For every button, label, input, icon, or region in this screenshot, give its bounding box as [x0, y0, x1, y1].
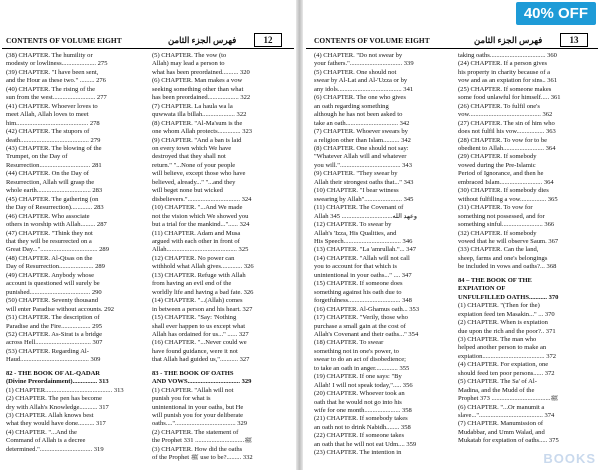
- toc-entry-line: (21) CHAPTER. If somebody takes: [314, 415, 408, 423]
- toc-entry-line: helped another person to make an: [458, 344, 547, 352]
- toc-entry-line: (2) CHAPTER. The pen has become: [6, 395, 102, 403]
- toc-entry-line: something sinful......................... 366: [458, 221, 555, 229]
- toc-entry-line: withhold what Allah gives............. 326: [152, 263, 254, 271]
- toc-entry-line: (2) CHAPTER. The statement of: [152, 428, 239, 436]
- toc-entry-line: (9) CHAPTER. "They swear by: [314, 170, 398, 178]
- toc-entry-line: due upon the rich and the poor?.. 371: [458, 327, 556, 335]
- toc-entry-line: punished..................................... 290: [6, 288, 102, 296]
- toc-entry-line: you will."..................................... 343: [314, 161, 412, 169]
- toc-entry-line: not the vision which We showed you: [152, 212, 249, 220]
- toc-entry-line: worldly life and having a bad fate. 326: [152, 288, 254, 296]
- toc-entry-line: vowed during the Pre-Islamic: [458, 161, 536, 169]
- right-page: [306, 0, 598, 470]
- toc-entry-line: modesty or lowliness..................... 275: [6, 60, 108, 68]
- toc-entry-line: (45) CHAPTER. The gathering (on: [6, 195, 99, 203]
- toc-entry-line: sheep, farms and one's belongings: [458, 254, 548, 262]
- toc-entry-line: (10) CHAPTER. "...And We made: [152, 204, 243, 212]
- toc-entry-line: something not possessed, and for: [458, 212, 545, 220]
- toc-entry-line: (26) CHAPTER. To fulfil one's: [458, 102, 540, 110]
- toc-entry-line: (2) CHAPTER. When is expiation: [458, 319, 548, 327]
- toc-entry-line: His Speech................................... 346: [314, 237, 413, 245]
- toc-entry-line: (7) CHAPTER. Whoever swears by: [314, 128, 408, 136]
- toc-entry-line: Period of Ignorance, and then he: [458, 170, 544, 178]
- book-heading-line: EXPIATION OF: [458, 285, 506, 293]
- toc-entry-line: wife for one month...................... 358: [314, 407, 412, 415]
- toc-entry-line: vow............................................ 362: [458, 111, 553, 119]
- toc-entry-line: (1) CHAPTER......................................... 313: [6, 386, 124, 394]
- toc-entry-line: (11) CHAPTER. Adam and Musa: [152, 229, 241, 237]
- book-heading-line: AND VOWS................................ 329: [152, 378, 252, 386]
- toc-entry-line: sun from the west.......................... 277: [6, 94, 107, 102]
- toc-entry-line: meet Allah, Allah loves to meet: [6, 111, 89, 119]
- toc-column-right: [458, 52, 596, 446]
- toc-entry-line: that they will be resurrected on a: [6, 237, 92, 245]
- toc-entry-line: (25) CHAPTER. If someone makes: [458, 85, 552, 93]
- toc-entry-line: the Day of Resurrection)............. 283: [6, 204, 104, 212]
- toc-entry-line: (31) CHAPTER. To vow for: [458, 204, 533, 212]
- toc-entry-line: Madina, and the Mudd of the: [458, 386, 535, 394]
- toc-entry-line: (29) CHAPTER. If somebody: [458, 153, 537, 161]
- page-number: 13: [560, 33, 588, 47]
- toc-entry-line: you to account for that which is: [314, 263, 397, 271]
- toc-entry-line: something not in one's power, to: [314, 347, 399, 355]
- toc-entry-line: purchase a small gain at the cost of: [314, 322, 406, 330]
- toc-entry-line: expiation...................................... 372: [458, 352, 557, 360]
- toc-entry-line: (14) CHAPTER. "...(Allah) comes: [152, 297, 243, 305]
- toc-entry-line: Paradise and the Fire.................. 295: [6, 322, 103, 330]
- toc-entry-line: (40) CHAPTER. The rising of the: [6, 85, 95, 93]
- toc-entry-line: (6) CHAPTER. "...Or manumit a: [458, 403, 545, 411]
- toc-entry-line: Allah their strongest oaths that..." 343: [314, 178, 414, 186]
- page-number: 12: [254, 33, 282, 47]
- toc-entry-line: taking oaths.................................. 360: [458, 52, 557, 59]
- toc-entry-line: (14) CHAPTER. "Allah will not call: [314, 254, 410, 262]
- toc-entry-line: embraced Islam.......................... 364: [458, 178, 554, 186]
- toc-entry-line: (38) CHAPTER. The humility or: [6, 52, 93, 59]
- toc-entry-line: (33) CHAPTER. Can the land,: [458, 246, 539, 254]
- toc-column-left: [6, 52, 144, 454]
- toc-entry-line: (15) CHAPTER. "Say: 'Nothing: [152, 314, 237, 322]
- book-heading-line: 84 – THE BOOK OF THE: [458, 276, 532, 284]
- toc-entry-line: Command of Allah is a decree: [6, 437, 86, 445]
- toc-entry-line: Allah! I will not speak today,"..... 356: [314, 381, 413, 389]
- toc-entry-line: have found guidance, were it not: [152, 347, 238, 355]
- toc-entry-line: Day of Resurrection..................... 289: [6, 263, 105, 271]
- book-heading-line: (Divine Preordainment)............... 313: [6, 378, 109, 386]
- toc-entry-line: Prophet ﷺ.................................... 373: [458, 395, 559, 403]
- book-gutter: [296, 0, 303, 470]
- toc-entry-line: has been preordained................... 322: [152, 94, 251, 102]
- toc-entry-line: (50) CHAPTER. Seventy thousand: [6, 297, 99, 305]
- toc-entry-line: seeking something other than what: [152, 85, 244, 93]
- watermark: BOOKS: [543, 451, 596, 466]
- toc-entry-line: of the Prophet ﷺ use to be?......... 332: [152, 454, 253, 462]
- toc-entry-line: your fathers."................................ 339: [314, 60, 414, 68]
- toc-entry-line: an oath that he will not eat Udm.... 359: [314, 440, 417, 448]
- toc-entry-line: swear by Al-Lat and Al-'Uzza or by: [314, 77, 408, 85]
- toc-entry-line: without fulfilling a vow................ 365: [458, 195, 558, 203]
- toc-entry-line: (9) CHAPTER. "And a ban is laid: [152, 136, 242, 144]
- toc-entry-line: (23) CHAPTER. The intention in: [314, 449, 402, 457]
- toc-entry-line: return." "...None of your people: [152, 161, 236, 169]
- toc-entry-line: to take an oath in anger.............. 355: [314, 364, 410, 372]
- toc-entry-line: some food unlawful for himself..... 361: [458, 94, 561, 102]
- toc-entry-line: but a trial for the mankind..."...... 324: [152, 221, 250, 229]
- toc-entry-line: Allah) may lead a person to: [152, 60, 225, 68]
- header-arabic-title: فهرس الجزء الثامن: [168, 35, 237, 45]
- toc-entry-line: whole earth................................. 283: [6, 187, 103, 195]
- toc-entry-line: (19) CHAPTER. If one says: "By: [314, 373, 402, 381]
- toc-entry-line: does not fulfil his vow................. 363: [458, 128, 556, 136]
- toc-entry-line: account is questioned will surely be: [6, 280, 100, 288]
- toc-entry-line: (6) CHAPTER. Man makes a vow: [152, 77, 243, 85]
- toc-entry-line: (6) CHAPTER. The one who gives: [314, 94, 406, 102]
- toc-entry-line: (11) CHAPTER. The Covenant of: [314, 204, 404, 212]
- toc-entry-line: Great Day..."................................... 289: [6, 246, 109, 254]
- toc-entry-line: believed, already..." "...and they: [152, 178, 236, 186]
- toc-entry-line: (39) CHAPTER. "I have been sent,: [6, 68, 99, 76]
- toc-entry-line: (1) CHAPTER. "Allah will not: [152, 386, 234, 394]
- toc-entry-line: (8) CHAPTER. One should not say:: [314, 144, 409, 152]
- toc-entry-line: (46) CHAPTER. Who associate: [6, 212, 90, 220]
- toc-entry-line: forgetfulness................................ 348: [314, 297, 412, 305]
- toc-entry-line: Haud.......................................... 309: [6, 356, 101, 364]
- toc-entry-line: (7) CHAPTER. La haula wa la: [152, 102, 233, 110]
- toc-entry-line: (7) CHAPTER. Manumission of: [458, 420, 544, 428]
- toc-entry-line: (12) CHAPTER. No power can: [152, 254, 235, 262]
- toc-column-left: [314, 52, 452, 458]
- toc-entry-line: (15) CHAPTER. If someone does: [314, 280, 403, 288]
- toc-entry-line: (41) CHAPTER. Whoever loves to: [6, 102, 98, 110]
- toc-entry-line: an oath not to drink Nabidh........ 358: [314, 423, 411, 431]
- left-page: [2, 0, 294, 470]
- toc-entry-line: (51) CHAPTER. The description of: [6, 314, 100, 322]
- toc-entry-line: Allah has ordained for us..." ...... 327: [152, 330, 249, 338]
- toc-entry-line: (5) CHAPTER. The vow (to: [152, 52, 227, 59]
- toc-entry-line: will enter Paradise without accounts. 292: [6, 305, 114, 313]
- toc-entry-line: one whom Allah protects.............. 323: [152, 128, 253, 136]
- page-header: [306, 32, 598, 49]
- toc-entry-line: shall ever happen to us except what: [152, 322, 246, 330]
- book-heading-line: 83 - THE BOOK OF OATHS: [152, 369, 234, 377]
- toc-entry-line: (47) CHAPTER. "Think they not: [6, 229, 93, 237]
- toc-entry-line: what they would have done.......... 317: [6, 420, 106, 428]
- toc-entry-line: (13) CHAPTER. "La 'amrullah."... 347: [314, 246, 416, 254]
- book-heading-line: 82 - THE BOOK OF AL-QADAR: [6, 369, 101, 377]
- toc-entry-line: death.......................................... 279: [6, 136, 101, 144]
- toc-entry-line: oaths...."..................................... 329: [152, 420, 248, 428]
- toc-entry-line: oath that he would not go into his: [314, 398, 402, 406]
- toc-entry-line: expiation feed ten Masakin..." ... 370: [458, 310, 555, 318]
- header-title: CONTENTS OF VOLUME EIGHT: [6, 36, 122, 45]
- toc-entry-line: (17) CHAPTER. "Verily, those who: [314, 314, 408, 322]
- toc-entry-line: him............................................ 278: [6, 119, 100, 127]
- toc-entry-line: will believe, except those who have: [152, 170, 246, 178]
- book-heading-line: UNFULFILLED OATHS........... 370: [458, 293, 559, 301]
- toc-entry-line: the Prophet ﷺ.............................. 331: [152, 437, 253, 445]
- discount-badge: 40% OFF: [516, 2, 596, 25]
- toc-entry-line: destroyed that they shall not: [152, 153, 226, 161]
- toc-entry-line: argued with each other in front of: [152, 237, 240, 245]
- toc-entry-line: an oath regarding something: [314, 102, 389, 110]
- toc-entry-line: (16) CHAPTER. "...Never could we: [152, 339, 247, 347]
- toc-entry-line: (13) CHAPTER. Refuge with Allah: [152, 271, 246, 279]
- toc-entry-line: (8) CHAPTER. "Al-Ma'sum is the: [152, 119, 243, 127]
- toc-entry-line: (5) CHAPTER. The Sa' of Al-: [458, 378, 537, 386]
- toc-entry-line: (18) CHAPTER. To swear: [314, 339, 384, 347]
- toc-entry-line: (16) CHAPTER. Al-Ghamus oath... 353: [314, 305, 420, 313]
- toc-entry-line: be included in vows and oaths?... 368: [458, 263, 557, 271]
- toc-entry-line: disbelievers."................................ 324: [152, 195, 252, 203]
- toc-entry-line: (3) CHAPTER. The man who: [458, 335, 537, 343]
- toc-entry-line: Allah وعهد الله............................... 345: [314, 212, 418, 220]
- toc-entry-line: obedient to Allah......................... 364: [458, 144, 556, 152]
- toc-entry-line: (32) CHAPTER. If somebody: [458, 229, 537, 237]
- header-title: CONTENTS OF VOLUME EIGHT: [314, 36, 430, 45]
- toc-entry-line: will beget none but wicked: [152, 187, 223, 195]
- toc-entry-line: Mukatab for expiation of oaths..... 375: [458, 437, 559, 445]
- toc-entry-line: and the Hour as these two." ......... 276: [6, 77, 106, 85]
- toc-entry-line: (22) CHAPTER. If someone takes: [314, 432, 405, 440]
- toc-entry-line: take an oath................................ 342: [314, 119, 410, 127]
- toc-entry-line: on every town which We have: [152, 144, 232, 152]
- toc-entry-line: (44) CHAPTER. On the Day of: [6, 170, 89, 178]
- toc-entry-line: (24) CHAPTER. If a person gives: [458, 60, 548, 68]
- toc-entry-line: (4) CHAPTER. "Do not swear by: [314, 52, 403, 59]
- toc-entry-line: (49) CHAPTER. Anybody whose: [6, 271, 95, 279]
- toc-entry-line: quwwata illa billah.................... 322: [152, 111, 247, 119]
- toc-entry-line: swearing by Allah"....................... 345: [314, 195, 414, 203]
- toc-entry-line: his property in charity because of a: [458, 68, 550, 76]
- toc-entry-line: from having an evil end of the: [152, 280, 232, 288]
- toc-entry-line: (48) CHAPTER. Al-Qisas on the: [6, 254, 93, 262]
- toc-entry-line: slave..."....................................... 374: [458, 412, 555, 420]
- toc-entry-line: (3) CHAPTER. Allah knows best: [6, 412, 94, 420]
- toc-entry-line: Allah's 'Izza, His Qualities, and: [314, 229, 397, 237]
- toc-entry-line: any idols....................................... 341: [314, 85, 414, 93]
- toc-entry-line: determined."................................ 319: [6, 445, 104, 453]
- toc-entry-line: (5) CHAPTER. One should not: [314, 68, 397, 76]
- toc-entry-line: (30) CHAPTER. If somebody dies: [458, 187, 549, 195]
- header-arabic-title: فهرس الجزء الثامن: [474, 35, 543, 45]
- toc-entry-line: Allah........................................... 325: [152, 246, 249, 254]
- toc-entry-line: (3) CHAPTER. How did the oaths: [152, 445, 243, 453]
- toc-entry-line: a religion other than Islam.......... 342: [314, 136, 411, 144]
- toc-entry-line: unintentional in your oaths, but He: [152, 403, 244, 411]
- toc-entry-line: across Hell.................................. 307: [6, 339, 103, 347]
- toc-entry-line: something against his oath due to: [314, 288, 402, 296]
- toc-entry-line: "Whatever Allah will and whatever: [314, 153, 407, 161]
- toc-entry-line: dry with Allah's Knowledge........... 317: [6, 403, 109, 411]
- toc-entry-line: what has been preordained.......... 320: [152, 68, 250, 76]
- toc-entry-line: punish you for what is: [152, 395, 211, 403]
- toc-entry-line: Mudabbar, and Umm Walad, and: [458, 428, 545, 436]
- toc-entry-line: (4) CHAPTER. "...And the: [6, 428, 77, 436]
- toc-entry-line: (42) CHAPTER. The stupors of: [6, 128, 90, 136]
- toc-entry-line: Allah's Covenant and their oaths..." 354: [314, 330, 419, 338]
- page-header: [2, 32, 294, 49]
- toc-entry-line: (4) CHAPTER. For expiation, one: [458, 361, 549, 369]
- toc-column-right: [152, 52, 290, 463]
- toc-entry-line: (20) CHAPTER. Whoever took an: [314, 390, 405, 398]
- toc-entry-line: vowed that he will observe Saum. 367: [458, 237, 559, 245]
- toc-entry-line: (43) CHAPTER. The blowing of the: [6, 144, 102, 152]
- toc-entry-line: (12) CHAPTER. To swear by: [314, 221, 392, 229]
- toc-entry-line: vow and as an expiation for sins.. 361: [458, 77, 558, 85]
- toc-entry-line: Trumpet, on the Day of: [6, 153, 68, 161]
- toc-entry-line: unintentional in your oaths..." .... 347: [314, 271, 412, 279]
- toc-entry-line: (53) CHAPTER. Regarding Al-: [6, 347, 89, 355]
- toc-entry-line: (1) CHAPTER. "(Then for the): [458, 302, 540, 310]
- toc-entry-line: in between a person and his heart. 327: [152, 305, 253, 313]
- toc-entry-line: should feed ten poor persons...... 372: [458, 369, 555, 377]
- toc-entry-line: others in worship with Allah......... 287: [6, 221, 107, 229]
- toc-entry-line: (52) CHAPTER. As-Sirat is a bridge: [6, 330, 103, 338]
- toc-entry-line: will punish you for your deliberate: [152, 412, 244, 420]
- toc-entry-line: Resurrection, Allah will grasp the: [6, 178, 95, 186]
- toc-entry-line: (10) CHAPTER. "I bear witness: [314, 187, 399, 195]
- toc-entry-line: that Allah had guided us,"........... 327: [152, 356, 250, 364]
- toc-entry-line: Resurrection............................... 281: [6, 161, 102, 169]
- toc-entry-line: although he has not been asked to: [314, 111, 403, 119]
- toc-entry-line: swear to do an act of disobedience;: [314, 356, 406, 364]
- toc-entry-line: (28) CHAPTER. To vow for to be: [458, 136, 548, 144]
- toc-entry-line: (27) CHAPTER. The sin of him who: [458, 119, 555, 127]
